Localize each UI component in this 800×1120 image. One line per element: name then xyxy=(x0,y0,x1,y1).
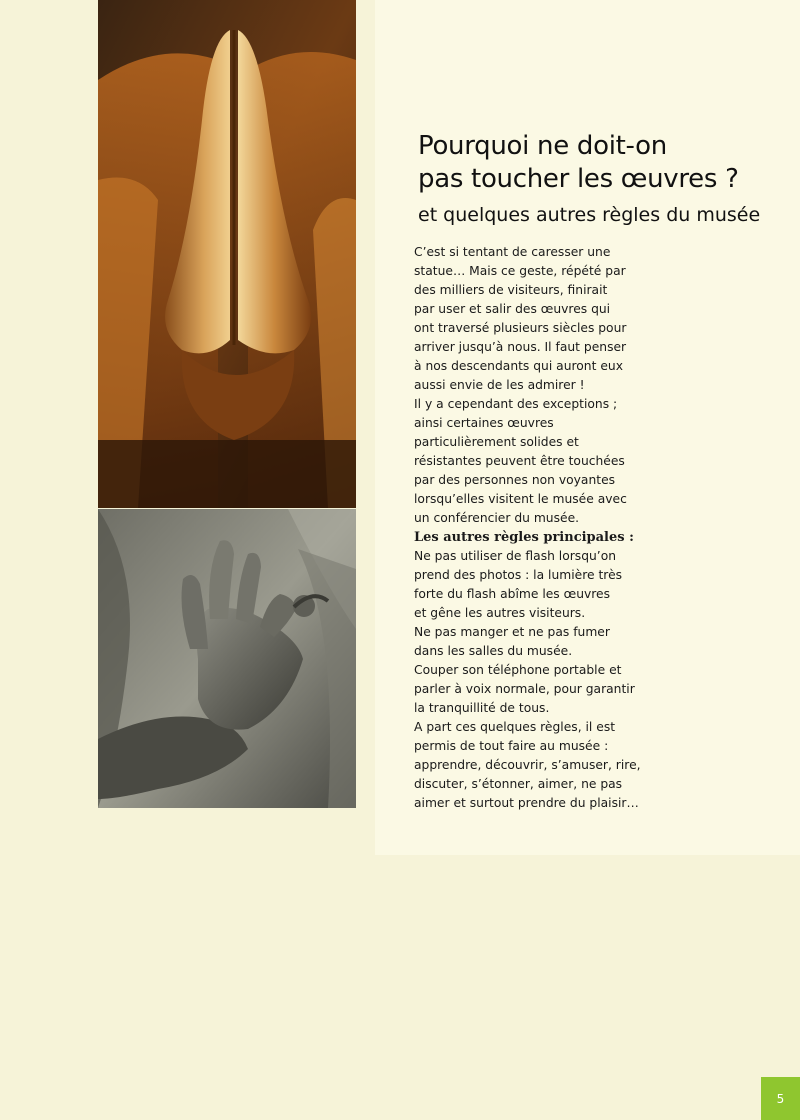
page-number: 5 xyxy=(776,1091,785,1106)
buddha-hand-photo xyxy=(98,509,356,808)
body-line: résistantes peuvent être touchées xyxy=(414,454,625,468)
rules-line: Ne pas manger et ne pas fumer xyxy=(414,625,610,639)
body-line: par des personnes non voyantes xyxy=(414,473,616,487)
buddha-hand-illustration xyxy=(98,509,356,808)
article-title xyxy=(418,130,778,196)
rules-heading: Les autres règles principales : xyxy=(414,530,634,545)
body-line: statue… Mais ce geste, répété par xyxy=(414,264,626,278)
rules-line: la tranquillité de tous. xyxy=(414,701,550,715)
rules-line: et gêne les autres visiteurs. xyxy=(414,606,586,620)
body-line: arriver jusqu’à nous. Il faut penser xyxy=(414,340,627,354)
rules-line: prend des photos : la lumière très xyxy=(414,568,623,582)
article-subtitle: et quelques autres règles du musée xyxy=(418,204,761,226)
body-line: particulièrement solides et xyxy=(414,435,579,449)
title-line-1: Pourquoi ne doit-on xyxy=(418,131,667,161)
rules-line: apprendre, découvrir, s’amuser, rire, xyxy=(414,758,641,772)
title-line-2: pas toucher les œuvres ? xyxy=(418,164,739,194)
rules-line: A part ces quelques règles, il est xyxy=(414,720,616,734)
body-line: aussi envie de les admirer ! xyxy=(414,378,585,392)
body-line: des milliers de visiteurs, finirait xyxy=(414,283,608,297)
praying-hands-photo xyxy=(98,0,356,508)
body-line: à nos descendants qui auront eux xyxy=(414,359,623,373)
page-number-badge xyxy=(761,1077,800,1120)
rules-line: permis de tout faire au musée : xyxy=(414,739,609,753)
rules-line: discuter, s’étonner, aimer, ne pas xyxy=(414,777,623,791)
rules-line: forte du flash abîme les œuvres xyxy=(414,587,611,601)
article-body xyxy=(414,243,654,813)
body-line: Il y a cependant des exceptions ; xyxy=(414,397,618,411)
body-line: ainsi certaines œuvres xyxy=(414,416,554,430)
body-line: par user et salir des œuvres qui xyxy=(414,302,611,316)
rules-line: aimer et surtout prendre du plaisir… xyxy=(414,796,639,810)
rules-line: dans les salles du musée. xyxy=(414,644,573,658)
rules-line: Couper son téléphone portable et xyxy=(414,663,622,677)
body-line: lorsqu’elles visitent le musée avec xyxy=(414,492,627,506)
rules-line: parler à voix normale, pour garantir xyxy=(414,682,635,696)
body-line: un conférencier du musée. xyxy=(414,511,580,525)
body-line: ont traversé plusieurs siècles pour xyxy=(414,321,627,335)
rules-line: Ne pas utiliser de flash lorsqu’on xyxy=(414,549,617,563)
body-line: C’est si tentant de caresser une xyxy=(414,245,611,259)
praying-hands-illustration xyxy=(98,0,356,508)
